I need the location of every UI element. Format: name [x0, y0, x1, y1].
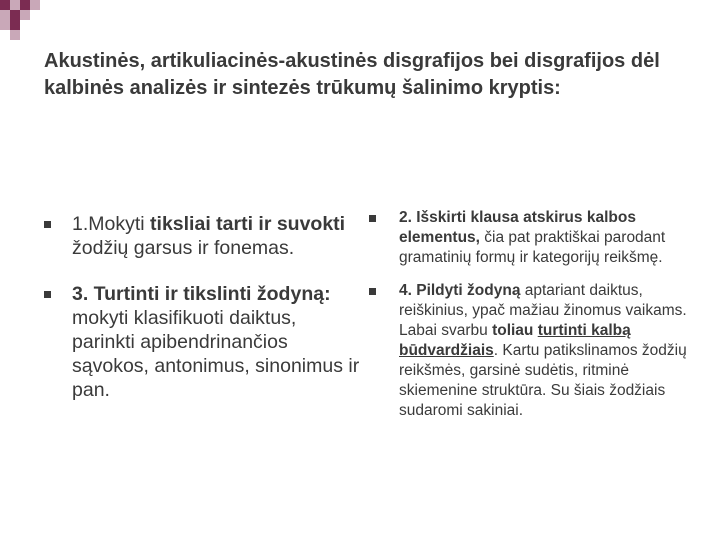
corner-square-purple-5: [10, 20, 20, 30]
right-item-2-text: 2. Išskirti klausa atskirus kalbos elementus, čia pat praktiškai parodant gramatinių formų ir kategorijų reikšmę.: [399, 209, 666, 266]
left-item-3: [44, 282, 364, 402]
corner-square-purple-1: [0, 0, 10, 10]
right-item-4: [364, 281, 704, 421]
right-item-2: [364, 208, 704, 268]
right-item-4-text: 4. Pildyti žodyną aptariant daiktus, reiškinius, ypač mažiau žinomus vaikams. Labai svarbu toliau turtinti kalbą būdvardžiais. Kartu patikslinamos žodžių reikšmės, garsinė sudėtis, ritminė skiemenine struktūra. Su šiais žodžiais sudaromi sakiniai.: [399, 282, 687, 419]
corner-square-pink-1: [10, 0, 20, 10]
corner-square-pink-4: [0, 20, 10, 30]
corner-square-purple-4: [10, 10, 20, 20]
square-bullet-icon: [44, 291, 51, 298]
corner-square-purple-3: [0, 10, 10, 20]
left-column: [44, 212, 364, 260]
corner-square-pink-2: [30, 0, 40, 10]
corner-square-purple-2: [20, 0, 30, 10]
left-item-3-text: 3. Turtinti ir tikslinti žodyną: mokyti klasifikuoti daiktus, parinkti apibendrinančios sąvokos, antonimus, sinonimus ir pan.: [72, 283, 360, 401]
left-item-1: [44, 212, 364, 260]
corner-square-pink-5: [10, 30, 20, 40]
right-column: [364, 208, 704, 268]
square-bullet-icon: [369, 288, 376, 295]
corner-square-pink-3: [20, 10, 30, 20]
square-bullet-icon: [44, 221, 51, 228]
left-item-1-text: 1.Mokyti tiksliai tarti ir suvokti žodžių garsus ir fonemas.: [72, 213, 346, 259]
slide-title: Akustinės, artikuliacinės-akustinės disgrafijos bei disgrafijos dėl kalbinės analizės ir sintezės trūkumų šalinimo kryptis:: [44, 50, 660, 99]
square-bullet-icon: [369, 215, 376, 222]
